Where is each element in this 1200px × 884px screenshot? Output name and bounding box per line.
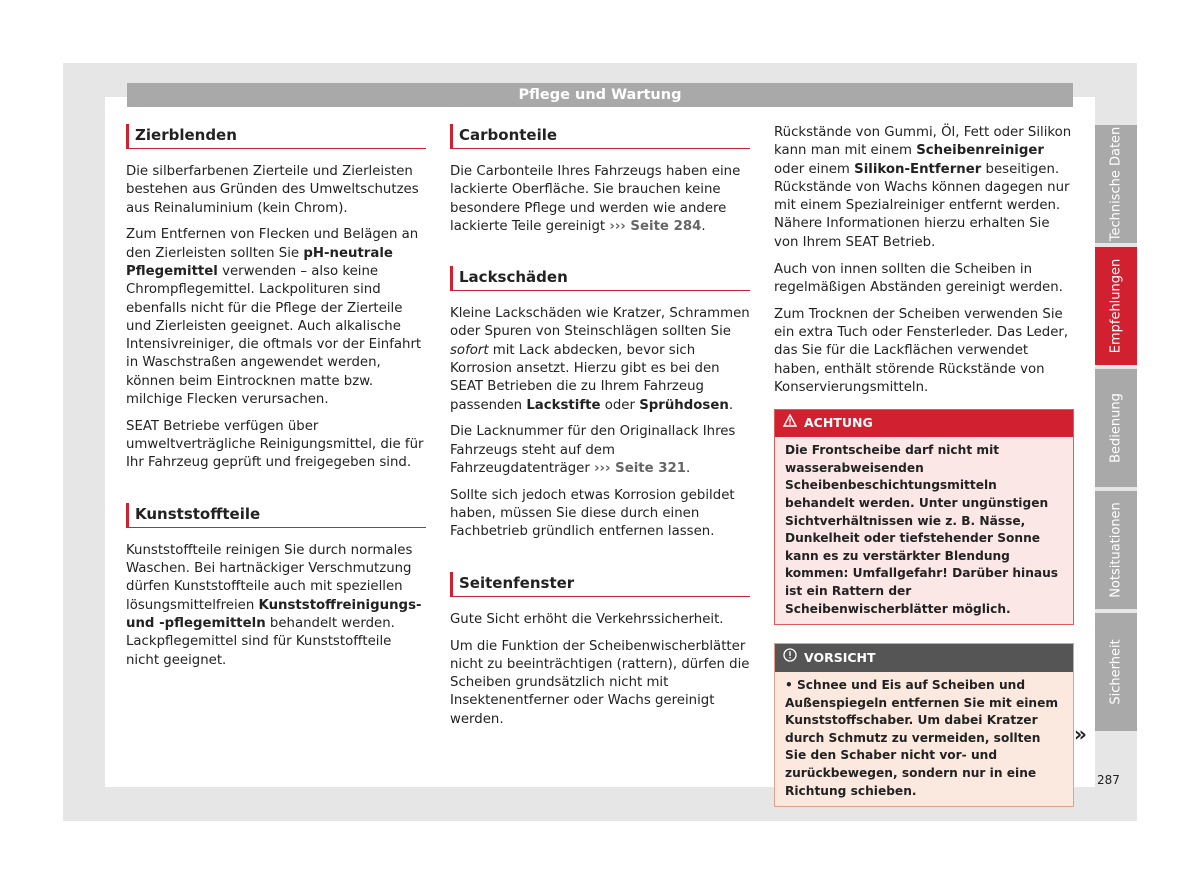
caution-box xyxy=(774,643,1074,807)
bold-text: Scheibenreiniger xyxy=(916,143,1044,159)
paragraph xyxy=(126,226,426,409)
text: Kunststoffteile reinigen Sie durch normales Waschen. Bei hartnäckiger Verschmutzung dürfen Kunststoffteile auch mit speziellen lösungsmittelfreien xyxy=(126,542,413,613)
text: Kleine Lackschäden wie Kratzer, Schrammen oder Spuren von Steinschlägen sollten Sie xyxy=(450,306,750,340)
tab-label: Sicherheit xyxy=(1108,639,1124,705)
paragraph: Um die Funktion der Scheibenwischerblätter nicht zu beeinträchtigen (rattern), dürfen die Scheiben grundsätzlich nicht mit Insektenentferner oder Wachs gereinigt werden. xyxy=(450,638,750,727)
section-title-zierblenden: Zierblenden xyxy=(126,124,426,149)
tab-bedienung[interactable] xyxy=(1095,369,1137,487)
text: oder xyxy=(600,397,640,413)
warning-box xyxy=(774,409,1074,625)
section-title-seitenfenster: Seitenfenster xyxy=(450,572,750,597)
tab-sicherheit[interactable] xyxy=(1095,613,1137,731)
tab-label: Technische Daten xyxy=(1108,126,1124,242)
paragraph xyxy=(126,542,426,670)
bold-text: pH-neutrale Pflegemittel xyxy=(126,245,393,279)
column-middle xyxy=(450,124,750,738)
paragraph: Zum Trocknen der Scheiben verwenden Sie ein extra Tuch oder Fensterleder. Das Leder, das Sie für die Lackflächen verwendet haben, enthält störende Rückstände von Konservierungsmitteln. xyxy=(774,306,1069,395)
bold-text: Sprühdosen xyxy=(639,397,729,413)
text: Rückstände von Gummi, Öl, Fett oder Silikon kann man mit einem xyxy=(774,125,1072,159)
continue-arrow-icon: » xyxy=(1074,722,1087,746)
column-left xyxy=(126,124,426,678)
page-header: Pflege und Wartung xyxy=(127,83,1073,107)
paragraph: Auch von innen sollten die Scheiben in regelmäßigen Abständen gereinigt werden. xyxy=(774,261,1063,295)
tab-notsituationen[interactable] xyxy=(1095,491,1137,609)
paragraph: Gute Sicht erhöht die Verkehrssicherheit. xyxy=(450,611,724,627)
warning-text: Die Frontscheibe darf nicht mit wasserabweisenden Scheibenbeschichtungsmitteln behandelt werden. Unter ungünstigen Sichtverhältnissen wie z. B. Nässe, Dunkelheit oder tiefstehender Sonne kann es zu verstärkter Blendung kommen: Umfallgefahr! Darüber hinaus ist ein Rattern der Scheibenwischerblätter möglich. xyxy=(785,443,1059,616)
tab-empfehlungen[interactable] xyxy=(1095,247,1137,365)
section-title-carbonteile: Carbonteile xyxy=(450,124,750,149)
paragraph xyxy=(450,305,750,415)
section-title-kunststoffteile: Kunststoffteile xyxy=(126,503,426,528)
caution-header xyxy=(775,644,1073,672)
page-link-284[interactable]: ››› Seite 284 xyxy=(609,218,702,234)
paragraph xyxy=(450,163,750,236)
tab-label: Empfehlungen xyxy=(1108,258,1124,354)
page-number: 287 xyxy=(1097,773,1120,787)
text: . xyxy=(686,461,691,477)
text: oder einem xyxy=(774,161,855,177)
section-title-lackschaeden: Lackschäden xyxy=(450,266,750,291)
italic-text: sofort xyxy=(450,342,489,358)
text: beseitigen. Rückstände von Wachs können dagegen nur mit einem Spezialreiniger entfernt werden. Nähere Informationen hierzu erhalten Sie von Ihrem SEAT Betrieb. xyxy=(774,161,1070,250)
text: . xyxy=(701,218,706,234)
bold-text: Lackstifte xyxy=(526,397,601,413)
paragraph: Sollte sich jedoch etwas Korrosion gebildet haben, müssen Sie diese durch einen Fachbetrieb gründlich entfernen lassen. xyxy=(450,487,735,540)
text: verwenden – also keine Chrompflegemittel. Lackpolituren sind ebenfalls nicht für die Pflege der Zierteile und Zierleisten geeignet. Auch alkalische Intensivreiniger, die oftmals vor der Einfahrt in Waschstraßen angewendet werden, können beim Eintrocknen matte bzw. milchige Flecken verursachen. xyxy=(126,263,422,408)
bold-text: Kunststoffreinigungs- und -pflegemitteln xyxy=(126,597,422,631)
warning-header xyxy=(775,410,1073,437)
tab-label: Bedienung xyxy=(1108,393,1124,463)
paragraph xyxy=(774,124,1074,252)
text: behandelt werden. Lackpflegemittel sind für Kunststoffteile nicht geeignet. xyxy=(126,615,395,668)
bold-text: Silikon-Entferner xyxy=(854,161,982,177)
text: Die Carbonteile Ihres Fahrzeugs haben eine lackierte Oberfläche. Sie brauchen keine besondere Pflege und werden wie andere lackierte Teile gereinigt xyxy=(450,164,741,234)
warning-triangle-icon xyxy=(783,414,797,433)
text: . xyxy=(728,397,734,413)
page-link-321[interactable]: ››› Seite 321 xyxy=(594,461,687,477)
text: Zum Entfernen von Flecken und Belägen an den Zierleisten sollten Sie xyxy=(126,227,419,261)
tab-technische-daten[interactable] xyxy=(1095,125,1137,243)
paragraph xyxy=(450,423,750,478)
text: Die Lacknummer für den Originallack Ihres Fahrzeugs steht auf dem Fahrzeugdatenträger xyxy=(450,424,736,477)
caution-text: • Schnee und Eis auf Scheiben und Außenspiegeln entfernen Sie mit einem Kunststoffschaber. Um dabei Kratzer durch Schmutz zu vermeiden, sollten Sie den Schaber nicht vor- und zurückbewegen, sondern nur in eine Richtung schieben. xyxy=(785,678,1059,798)
caution-title: VORSICHT xyxy=(804,650,876,666)
caution-circle-icon xyxy=(783,648,797,668)
paragraph: SEAT Betriebe verfügen über umweltverträgliche Reinigungsmittel, die für Ihr Fahrzeug geprüft und freigegeben sind. xyxy=(126,418,424,471)
warning-title: ACHTUNG xyxy=(804,415,873,431)
text: mit Lack abdecken, bevor sich Korrosion ansetzt. Hierzu gibt es bei den SEAT Betrieben die zu Ihrem Fahrzeug passenden xyxy=(450,342,720,413)
paragraph: Die silberfarbenen Zierteile und Zierleisten bestehen aus Gründen des Umweltschutzes aus Reinaluminium (kein Chrom). xyxy=(126,164,419,216)
tab-label: Notsituationen xyxy=(1108,502,1124,598)
column-right xyxy=(774,124,1074,807)
